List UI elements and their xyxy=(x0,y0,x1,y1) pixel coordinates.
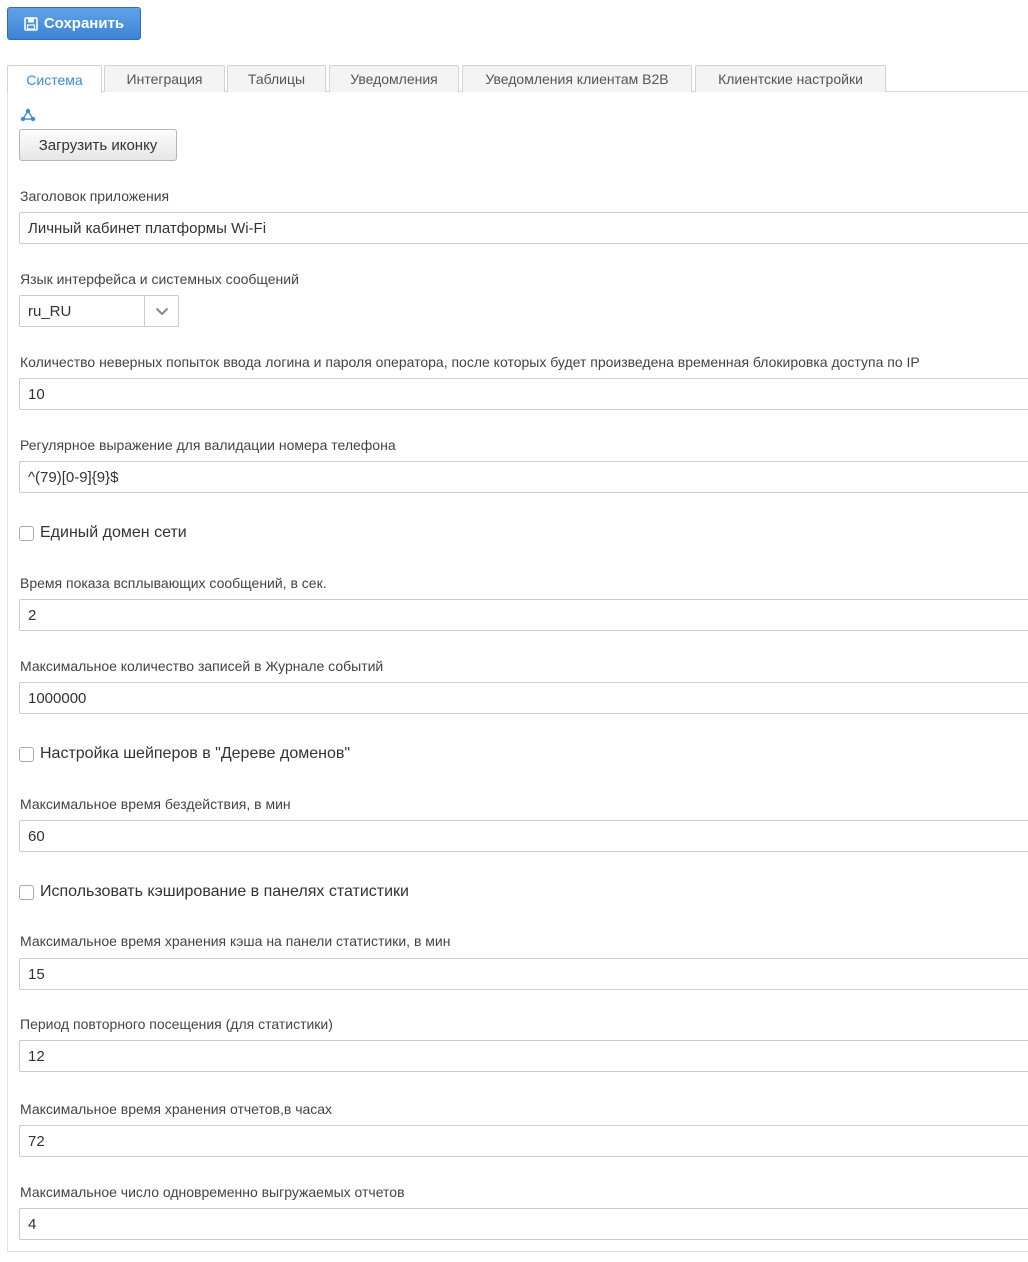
max-log-records-label: Максимальное количество записей в Журнале событий xyxy=(20,658,384,674)
phone-regex-label: Регулярное выражение для валидации номера телефона xyxy=(20,437,396,453)
language-select-value: ru_RU xyxy=(28,302,72,320)
chevron-down-icon xyxy=(144,296,178,326)
save-button[interactable] xyxy=(7,7,141,40)
max-reports-input[interactable]: 4 xyxy=(19,1208,1028,1240)
popup-time-input[interactable]: 2 xyxy=(19,599,1028,631)
single-domain-checkbox-row[interactable] xyxy=(19,524,187,542)
language-label: Язык интерфейса и системных сообщений xyxy=(20,271,299,287)
phone-regex-input[interactable]: ^(79)[0-9]{9}$ xyxy=(19,461,1028,493)
tab-b2b-notifications[interactable]: Уведомления клиентам B2B xyxy=(462,65,692,92)
tab-tables[interactable]: Таблицы xyxy=(227,65,326,92)
tab-integration[interactable]: Интеграция xyxy=(104,65,225,92)
stats-cache-checkbox-row[interactable] xyxy=(19,883,409,901)
shapers-checkbox[interactable] xyxy=(19,747,34,762)
upload-icon-button[interactable]: Загрузить иконку xyxy=(19,129,177,161)
tab-bar xyxy=(7,65,1028,92)
cache-time-label: Максимальное время хранения кэша на панели статистики, в мин xyxy=(20,933,451,949)
app-title-label: Заголовок приложения xyxy=(20,188,170,204)
idle-time-label: Максимальное время бездействия, в мин xyxy=(20,796,291,812)
tab-notifications[interactable]: Уведомления xyxy=(329,65,459,92)
tab-client-settings[interactable]: Клиентские настройки xyxy=(695,65,886,92)
revisit-period-label: Период повторного посещения (для статистики) xyxy=(20,1016,333,1032)
max-log-records-input[interactable]: 1000000 xyxy=(19,682,1028,714)
single-domain-checkbox[interactable] xyxy=(19,526,34,541)
floppy-disk-icon xyxy=(24,17,38,31)
popup-time-label: Время показа всплывающих сообщений, в сек. xyxy=(20,575,327,591)
app-logo-icon xyxy=(20,108,36,122)
shapers-checkbox-row[interactable] xyxy=(19,745,350,763)
idle-time-input[interactable]: 60 xyxy=(19,820,1028,852)
login-attempts-input[interactable]: 10 xyxy=(19,378,1028,410)
cache-time-input[interactable]: 15 xyxy=(19,958,1028,990)
stats-cache-label: Использовать кэширование в панелях статистики xyxy=(40,883,409,900)
single-domain-label: Единый домен сети xyxy=(40,524,187,541)
tab-system[interactable]: Система xyxy=(7,65,102,93)
save-button-label: Сохранить xyxy=(43,15,125,32)
max-reports-label: Максимальное число одновременно выгружаемых отчетов xyxy=(20,1184,405,1200)
shapers-label: Настройка шейперов в "Дереве доменов" xyxy=(40,745,351,762)
language-select[interactable] xyxy=(19,295,179,327)
login-attempts-label: Количество неверных попыток ввода логина и пароля оператора, после которых будет произведена временная блокировка доступа по IP xyxy=(20,354,920,370)
revisit-period-input[interactable]: 12 xyxy=(19,1040,1028,1072)
report-storage-label: Максимальное время хранения отчетов,в часах xyxy=(20,1101,333,1117)
app-title-input[interactable]: Личный кабинет платформы Wi-Fi xyxy=(19,212,1028,244)
report-storage-input[interactable]: 72 xyxy=(19,1125,1028,1157)
stats-cache-checkbox[interactable] xyxy=(19,885,34,900)
